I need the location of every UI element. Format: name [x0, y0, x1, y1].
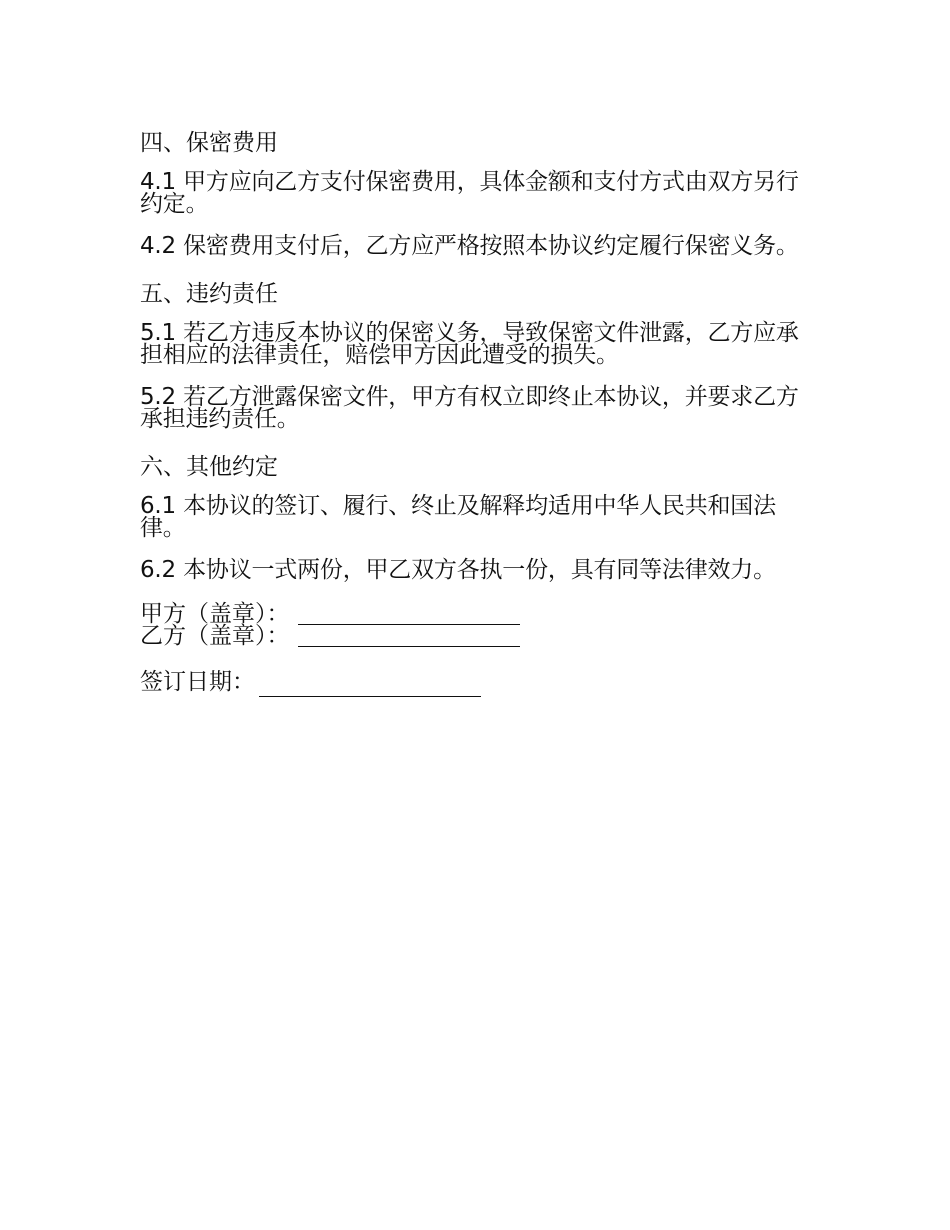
signing-date-line — [140, 667, 812, 697]
section-heading-liability: 五、违约责任 — [140, 281, 278, 307]
clause-4-1: 4.1 甲方应向乙方支付保密费用，具体金额和支付方式由双方另行约定。 — [140, 169, 799, 217]
party-b-signature-blank — [298, 628, 520, 647]
party-b-signature-line — [140, 625, 812, 647]
clause-5-2: 5.2 若乙方泄露保密文件，甲方有权立即终止本协议，并要求乙方承担违约责任。 — [140, 384, 799, 432]
party-a-signature-line — [140, 603, 812, 625]
party-b-label: 乙方（盖章）： — [140, 623, 290, 649]
document-body — [140, 126, 812, 697]
signature-block — [140, 603, 812, 647]
signing-date-blank — [259, 676, 481, 697]
section-heading-fees: 四、保密费用 — [140, 130, 278, 156]
section-heading-other: 六、其他约定 — [140, 454, 278, 480]
signing-date-label: 签订日期： — [140, 669, 255, 695]
clause-5-1: 5.1 若乙方违反本协议的保密义务，导致保密文件泄露，乙方应承担相应的法律责任，赔偿甲方因此遭受的损失。 — [140, 320, 799, 368]
clause-6-2: 6.2 本协议一式两份，甲乙双方各执一份，具有同等法律效力。 — [140, 557, 776, 583]
party-a-signature-blank — [298, 606, 520, 625]
clause-4-2: 4.2 保密费用支付后，乙方应严格按照本协议约定履行保密义务。 — [140, 233, 799, 259]
party-a-label: 甲方（盖章）： — [140, 601, 290, 627]
clause-6-1: 6.1 本协议的签订、履行、终止及解释均适用中华人民共和国法律。 — [140, 493, 776, 541]
